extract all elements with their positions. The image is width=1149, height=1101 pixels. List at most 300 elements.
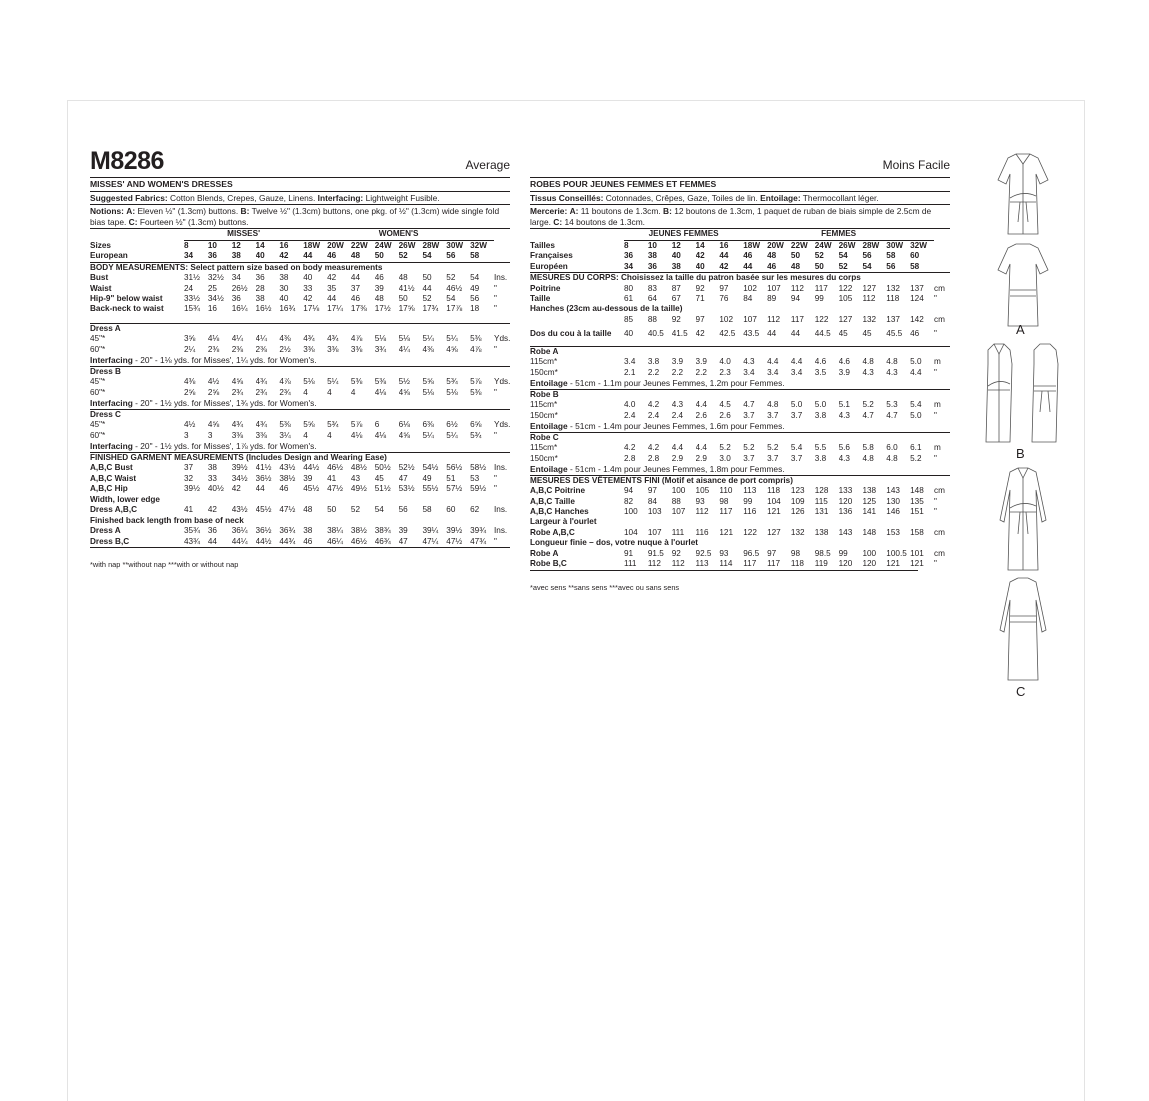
- cell-value: 121: [719, 528, 734, 538]
- cell-value: 45½: [255, 505, 272, 515]
- cell-value: 119: [814, 559, 828, 569]
- cell-value: 47: [398, 473, 408, 483]
- cell-value: 112: [862, 294, 876, 303]
- cell-value: 4.7: [862, 410, 874, 420]
- finished-heading: FINISHED GARMENT MEASUREMENTS (Includes Design and Wearing Ease): [90, 452, 510, 464]
- size-value: 20W: [327, 240, 344, 250]
- cell-value: 51: [446, 473, 456, 483]
- cell-value: 117: [743, 559, 757, 569]
- cell-value: 3: [207, 430, 213, 440]
- size-row: [90, 251, 510, 261]
- cell-value: 2⅝: [207, 387, 220, 397]
- cell-value: 71: [695, 294, 705, 303]
- cell-value: 2.4: [624, 410, 636, 420]
- cell-value: 3.7: [790, 410, 803, 420]
- size-value: 22W: [790, 240, 808, 250]
- table-row: [90, 537, 510, 547]
- cell-value: 97: [647, 486, 657, 496]
- finished-table-fr: [530, 486, 950, 517]
- cell-value: 158: [910, 528, 924, 538]
- cell-value: 100.5: [886, 549, 907, 559]
- size-value: 16: [279, 240, 289, 250]
- cell-value: 5.5: [814, 443, 827, 453]
- cell-value: 50½: [374, 463, 391, 473]
- row-label: Robe A,B,C: [530, 528, 575, 538]
- cell-value: 5.2: [862, 400, 874, 410]
- table-row: [90, 484, 510, 494]
- cell-value: 2.4: [671, 410, 684, 420]
- cell-value: 5.0: [910, 410, 922, 420]
- hip-label: Hanches (23cm au-dessous de la taille): [530, 304, 683, 314]
- pattern-title: MISSES' AND WOMEN'S DRESSES: [90, 178, 510, 192]
- cell-value: 4.3: [862, 367, 874, 377]
- cell-value: 44: [327, 294, 337, 303]
- length-table: [90, 526, 510, 547]
- cell-value: 4.8: [862, 357, 874, 367]
- table-row: [530, 549, 950, 559]
- table-row: [530, 454, 950, 464]
- cell-value: 4⅜: [279, 334, 291, 344]
- cell-value: 3⅜: [255, 430, 267, 440]
- cell-value: 52½: [398, 463, 415, 473]
- cell-value: 5¾: [327, 420, 339, 430]
- cell-value: 49: [470, 283, 480, 293]
- table-row: [530, 507, 950, 517]
- cell-value: 55½: [422, 484, 439, 494]
- cell-value: 58: [422, 505, 432, 515]
- cell-value: 2.6: [695, 410, 707, 420]
- cell-value: 138: [862, 486, 877, 496]
- size-value: 50: [814, 261, 824, 271]
- cell-value: 5.8: [862, 443, 874, 453]
- row-label: A,B,C Waist: [90, 473, 137, 483]
- group-misses-fr: JEUNES FEMMES: [624, 229, 743, 240]
- cell-value: 38½: [350, 526, 367, 536]
- cell-value: 38¼: [327, 526, 343, 536]
- unit: m: [934, 400, 941, 410]
- cell-value: 44.5: [814, 329, 831, 339]
- cell-value: 112: [671, 559, 685, 569]
- cell-value: 32: [184, 473, 194, 483]
- cell-value: 39: [374, 283, 384, 293]
- cell-value: 4⅞: [279, 377, 291, 387]
- cell-value: 3.8: [814, 453, 827, 463]
- unit: ": [494, 283, 497, 293]
- cell-value: 116: [695, 528, 709, 538]
- cell-value: 4⅝: [446, 344, 458, 354]
- cell-value: 4¾: [327, 334, 339, 344]
- cell-value: 3.0: [719, 453, 731, 463]
- cell-value: 47½: [327, 484, 343, 494]
- cell-value: 3⅜: [303, 344, 315, 354]
- table-row: [530, 497, 950, 507]
- cell-value: 117: [719, 507, 733, 517]
- cell-value: 41½: [398, 283, 415, 293]
- yardage-blocks-fr: [530, 346, 950, 475]
- cell-value: 5½: [398, 377, 410, 387]
- cell-value: 116: [743, 507, 757, 517]
- cell-value: 99: [838, 549, 848, 559]
- table-row: [530, 368, 950, 378]
- cell-value: 45½: [303, 484, 320, 494]
- cell-value: 40.5: [647, 329, 664, 339]
- size-value: 36: [647, 261, 657, 271]
- cell-value: 46: [350, 294, 361, 303]
- interfacing-note: Interfacing - 20" - 1⅛ yds. for Misses', 1¼ yds. for Women's.: [90, 355, 317, 366]
- cell-value: 45.5: [886, 329, 903, 339]
- cell-value: 53½: [398, 484, 415, 494]
- unit: Yds.: [494, 334, 510, 344]
- cell-value: 121: [767, 507, 781, 517]
- cell-value: 5¾: [446, 377, 458, 387]
- cell-value: 133: [838, 486, 853, 496]
- dress-block-title: Robe B: [530, 389, 950, 401]
- cell-value: 4.4: [671, 443, 684, 453]
- cell-value: 98: [790, 549, 801, 559]
- cell-value: 5.2: [910, 453, 922, 463]
- cell-value: 37: [350, 283, 361, 293]
- cell-value: 4.7: [743, 400, 755, 410]
- cell-value: 82: [624, 496, 634, 506]
- table-row: [530, 284, 950, 294]
- cell-value: 4.6: [814, 357, 827, 367]
- size-value: 38: [671, 261, 681, 271]
- cell-value: 111: [671, 528, 685, 538]
- cell-value: 3.7: [767, 410, 779, 420]
- cell-value: 117: [767, 559, 781, 569]
- cell-value: 3.8: [647, 357, 660, 367]
- cell-value: 5⅝: [303, 420, 315, 430]
- cell-value: 46: [910, 329, 920, 339]
- cell-value: 120: [838, 559, 853, 569]
- cell-value: 64: [647, 294, 657, 303]
- cell-value: 93: [695, 496, 705, 506]
- cell-value: 52: [350, 505, 361, 515]
- cell-value: 42: [695, 329, 705, 339]
- cell-value: 43: [350, 473, 361, 483]
- cell-value: 92: [671, 314, 681, 324]
- cell-value: 98.5: [814, 549, 831, 559]
- cell-value: 125: [862, 496, 877, 506]
- cell-value: 44: [790, 329, 801, 339]
- cell-value: 6⅜: [422, 420, 434, 430]
- cell-value: 3.9: [838, 367, 850, 377]
- size-value: 38: [647, 251, 657, 261]
- size-value: 48: [767, 251, 777, 261]
- row-label: Back-neck to waist: [90, 304, 164, 314]
- cell-value: 67: [671, 294, 681, 303]
- cell-value: 61: [624, 294, 634, 303]
- cell-value: 3.7: [743, 453, 755, 463]
- cell-value: 5¼: [446, 334, 458, 344]
- dress-block-title: Dress A: [90, 323, 510, 335]
- table-row: [530, 486, 950, 496]
- unit: ": [494, 304, 497, 314]
- cell-value: 40½: [207, 484, 224, 494]
- cell-value: 39½: [184, 484, 200, 494]
- cell-value: 4.2: [624, 443, 636, 453]
- cell-value: 2.2: [647, 367, 660, 377]
- cell-value: 4⅜: [422, 344, 434, 354]
- cell-value: 46: [374, 273, 384, 283]
- cell-value: 2⅜: [207, 344, 220, 354]
- table-row: [90, 431, 510, 441]
- unit: ": [494, 473, 497, 483]
- size-value: 36: [207, 251, 217, 261]
- size-value: 56: [886, 261, 896, 271]
- view-label-a: A: [1016, 322, 1025, 337]
- cell-value: 4⅝: [398, 387, 410, 397]
- cell-value: 5.1: [838, 400, 850, 410]
- cell-value: 107: [743, 314, 757, 324]
- unit: ": [934, 496, 937, 506]
- row-label: Hip-9" below waist: [90, 294, 163, 303]
- unit: cm: [934, 486, 945, 496]
- cell-value: 2¾: [255, 387, 267, 397]
- cell-value: 44¼: [231, 536, 248, 546]
- cell-value: 107: [767, 283, 781, 293]
- cell-value: 4: [350, 387, 356, 397]
- size-value: 32W: [470, 240, 487, 250]
- cell-value: 4.4: [695, 400, 707, 410]
- size-value: 44: [743, 261, 753, 271]
- cell-value: 44: [767, 329, 777, 339]
- group-women-fr: FEMMES: [743, 229, 934, 240]
- cell-value: 5⅞: [470, 377, 482, 387]
- cell-value: 88: [671, 496, 681, 506]
- size-value: 30W: [446, 240, 464, 250]
- size-row: [90, 240, 510, 251]
- cell-value: 41½: [255, 463, 272, 473]
- cell-value: 6⅝: [470, 420, 482, 430]
- cell-value: 2.4: [647, 410, 660, 420]
- cell-value: 5⅜: [470, 334, 482, 344]
- cell-value: 5¾: [470, 430, 482, 440]
- cell-value: 42: [231, 484, 241, 494]
- cell-value: 92: [695, 283, 705, 293]
- cell-value: 120: [838, 496, 853, 506]
- cell-value: 143: [886, 486, 900, 496]
- body-measurements-heading-fr: MESURES DU CORPS: Choisissez la taille du patron basée sur les mesures du corps: [530, 272, 950, 284]
- cell-value: 105: [838, 294, 853, 303]
- cell-value: 5⅜: [374, 377, 387, 387]
- group-women: WOMEN'S: [303, 229, 494, 240]
- cell-value: 5.3: [886, 400, 898, 410]
- cell-value: 121: [910, 559, 924, 569]
- cell-value: 3⅜: [327, 344, 339, 354]
- cell-value: 36¾: [279, 526, 296, 536]
- cell-value: 54: [446, 294, 456, 303]
- unit: ": [934, 507, 937, 517]
- size-value: 8: [184, 240, 189, 250]
- size-value: 8: [624, 240, 629, 250]
- size-value: 54: [422, 251, 432, 261]
- row-label: A,B,C Bust: [90, 463, 133, 473]
- cell-value: 36: [255, 273, 265, 283]
- cell-value: 5⅜: [350, 377, 363, 387]
- cell-value: 6.0: [886, 443, 898, 453]
- cell-value: 153: [886, 528, 900, 538]
- cell-value: 17½: [374, 304, 391, 314]
- cell-value: 40: [303, 273, 313, 283]
- cell-value: 44: [255, 484, 265, 494]
- cell-value: 39¾: [470, 526, 487, 536]
- table-row: [90, 304, 510, 314]
- table-row: [530, 443, 950, 453]
- cell-value: 46½: [446, 283, 463, 293]
- cell-value: 46¾: [374, 536, 391, 546]
- cell-value: 44½: [303, 463, 320, 473]
- cell-value: 24: [184, 283, 194, 293]
- cell-value: 41.5: [671, 329, 688, 339]
- cell-value: 4.8: [886, 357, 898, 367]
- cell-value: 33½: [184, 294, 200, 303]
- cell-value: 4¾: [255, 420, 267, 430]
- unit: cm: [934, 283, 945, 293]
- size-value: 16: [719, 240, 729, 250]
- table-row: [90, 474, 510, 484]
- cell-value: 50: [398, 294, 408, 303]
- notions-line-fr: Mercerie: A: 11 boutons de 1.3cm. B: 12 boutons de 1.3cm, 1 paquet de ruban de biais simple de 2.5cm de large. C: 14 boutons de 1.3cm.: [530, 205, 950, 229]
- cell-value: 99: [814, 294, 824, 303]
- cell-value: 38: [303, 526, 313, 536]
- cell-value: 130: [886, 496, 900, 506]
- dress-sketches-icon: [982, 150, 1064, 710]
- cell-value: 3.4: [790, 367, 803, 377]
- cell-value: 4.4: [910, 367, 922, 377]
- row-label: 45"*: [90, 377, 106, 387]
- size-value: 54: [862, 261, 872, 271]
- cell-value: 4¾: [255, 377, 267, 387]
- cell-value: 135: [910, 496, 924, 506]
- cell-value: 102: [743, 283, 757, 293]
- cell-value: 4⅝: [231, 377, 244, 387]
- cell-value: 94: [624, 486, 634, 496]
- table-row: [90, 420, 510, 430]
- size-table-fr: [530, 229, 950, 272]
- cell-value: 32½: [207, 273, 224, 283]
- unit: Ins.: [494, 463, 508, 473]
- cell-value: 58½: [470, 463, 487, 473]
- cell-value: 148: [910, 486, 924, 496]
- row-label: 150cm*: [530, 453, 558, 463]
- table-row: [90, 388, 510, 398]
- cell-value: 127: [862, 283, 877, 293]
- cell-value: 47¼: [422, 536, 439, 546]
- cell-value: 56: [470, 294, 480, 303]
- cell-value: 35: [327, 283, 337, 293]
- row-label: Robe A: [530, 549, 559, 559]
- cell-value: 44½: [255, 536, 272, 546]
- row-label: Dos du cou à la taille: [530, 329, 612, 339]
- cell-value: 122: [838, 283, 853, 293]
- cell-value: 5¼: [327, 377, 339, 387]
- cell-value: 5.2: [719, 443, 731, 453]
- difficulty-level: Average: [465, 158, 510, 172]
- cell-value: 42: [207, 505, 217, 515]
- cell-value: 100: [862, 549, 877, 559]
- unit: Yds.: [494, 420, 510, 430]
- cell-value: 120: [862, 559, 877, 569]
- cell-value: 16½: [255, 304, 272, 314]
- unit: cm: [934, 549, 945, 559]
- row-label: Robe B,C: [530, 559, 567, 569]
- cell-value: 121: [886, 559, 900, 569]
- cell-value: 111: [624, 559, 637, 569]
- unit: Ins.: [494, 273, 508, 283]
- cell-value: 4.4: [790, 357, 803, 367]
- cell-value: 37: [184, 463, 194, 473]
- cell-value: 105: [695, 486, 710, 496]
- cell-value: 28: [255, 283, 265, 293]
- cell-value: 47½: [279, 505, 296, 515]
- cell-value: 103: [647, 507, 662, 517]
- size-value: 46: [743, 251, 753, 261]
- cell-value: 97: [767, 549, 777, 559]
- cell-value: 127: [838, 314, 853, 324]
- row-label: 115cm*: [530, 357, 558, 367]
- unit: Yds.: [494, 377, 510, 387]
- cell-value: 44: [350, 273, 361, 283]
- size-value: 30W: [886, 240, 904, 250]
- cell-value: 36: [207, 526, 217, 536]
- size-value: 52: [398, 251, 408, 261]
- cell-value: 5.4: [790, 443, 803, 453]
- cell-value: 4¼: [231, 334, 244, 344]
- size-value: 42: [695, 251, 705, 261]
- cell-value: 132: [790, 528, 805, 538]
- cell-value: 83: [647, 283, 657, 293]
- cell-value: 5⅛: [374, 334, 387, 344]
- cell-value: 3.4: [767, 367, 779, 377]
- cell-value: 4⅝: [207, 420, 220, 430]
- cell-value: 91.5: [647, 549, 664, 559]
- size-value: 24W: [814, 240, 832, 250]
- width-heading: Width, lower edge: [90, 494, 160, 504]
- cell-value: 122: [814, 314, 829, 324]
- cell-value: 3⅝: [184, 334, 196, 344]
- cell-value: 4.3: [838, 453, 850, 463]
- cell-value: 2½: [279, 344, 291, 354]
- unit: m: [934, 443, 941, 453]
- cell-value: 3.7: [790, 453, 803, 463]
- cell-value: 50: [422, 273, 432, 283]
- cell-value: 4.3: [671, 400, 684, 410]
- table-row: [530, 315, 950, 325]
- size-value: 12: [671, 240, 681, 250]
- table-row: [90, 284, 510, 294]
- cell-value: 5.6: [838, 443, 850, 453]
- size-value: 58: [886, 251, 896, 261]
- cell-value: 4⅞: [350, 334, 363, 344]
- size-value: 28W: [862, 240, 880, 250]
- interfacing-note: Interfacing - 20" - 1½ yds. for Misses', 1¾ yds. for Women's.: [90, 398, 317, 409]
- pattern-title-fr: ROBES POUR JEUNES FEMMES ET FEMMES: [530, 178, 950, 192]
- cell-value: 113: [695, 559, 709, 569]
- cell-value: 132: [886, 283, 900, 293]
- table-row: [90, 294, 510, 304]
- interfacing-note: Entoilage - 51cm - 1.4m pour Jeunes Femmes, 1.6m pour Femmes.: [530, 421, 785, 432]
- size-value: 56: [446, 251, 456, 261]
- cell-value: 2⅝: [184, 387, 196, 397]
- table-row: [530, 411, 950, 421]
- cell-value: 96.5: [743, 549, 760, 559]
- cell-value: 52: [446, 273, 456, 283]
- cell-value: 4⅛: [350, 430, 363, 440]
- cell-value: 4⅛: [374, 387, 387, 397]
- cell-value: 45: [838, 329, 848, 339]
- cell-value: 5⅛: [446, 387, 458, 397]
